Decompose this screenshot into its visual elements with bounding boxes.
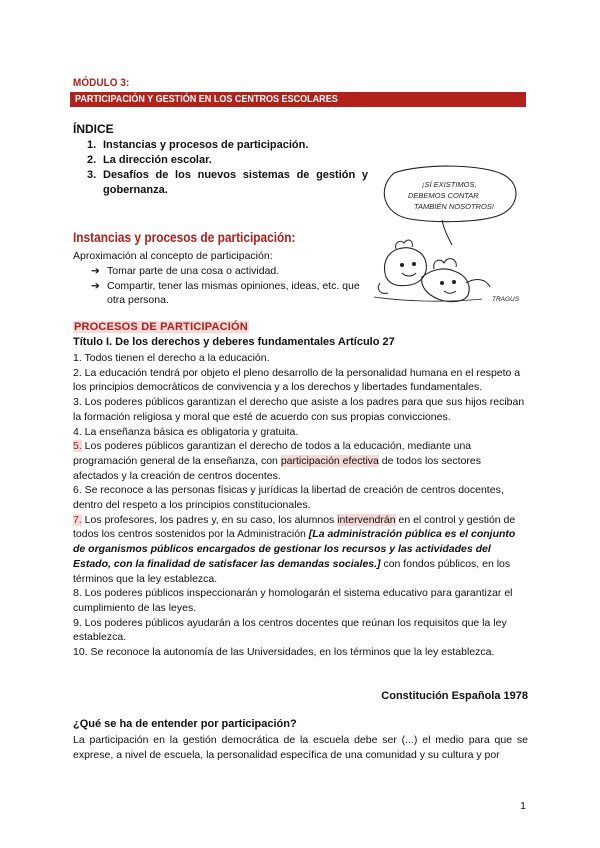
article-paragraph: 6. Se reconoce a las personas físicas y jurídicas la libertad de creación de centros docentes, dentro del respeto a los principios constitucionales. (73, 484, 504, 512)
module-title: PARTICIPACIÓN Y GESTIÓN EN LOS CENTROS ESCOLARES (75, 93, 338, 105)
article-text: en el control y gestión de todos los centros sostenidos por la Administración (73, 513, 516, 541)
procesos-heading: PROCESOS DE PARTICIPACIÓN (74, 321, 248, 333)
index-item-number: 2. (87, 154, 97, 166)
index-item-text: Desafíos de los nuevos sistemas de gestión y gobernanza. (103, 169, 368, 196)
article-text: Los poderes públicos garantizan el derecho de todos a la educación, mediante una programación general de la enseñanza, con (73, 440, 472, 467)
cartoon-signature: TRAGUS (492, 296, 520, 303)
article-paragraph: 1. Todos tienen el derecho a la educación. (73, 352, 270, 364)
article-27-text (73, 351, 528, 660)
cartoon-illustration (372, 165, 527, 305)
article-title: Título I. De los derechos y deberes fundamentales Artículo 27 (73, 336, 395, 348)
highlighted-number: 7. (73, 513, 82, 526)
arrow-icon: ➔ (91, 265, 100, 277)
arrow-icon: ➔ (91, 279, 100, 292)
index-item (73, 168, 368, 198)
highlighted-number: 5. (73, 440, 82, 453)
cartoon-speech-line: DEBEMOS CONTAR (408, 191, 479, 200)
article-paragraph (73, 439, 528, 483)
index-list (73, 138, 368, 198)
article-paragraph: 2. La educación tendrá por objeto el pleno desarrollo de la personalidad humana en el respeto a los principios democráticos de convivencia y a los derechos y libertades fundamentales. (73, 366, 521, 394)
definition-text: Tomar parte de una cosa o actividad. (107, 265, 280, 277)
page-number: 1 (520, 800, 526, 812)
article-paragraph: 10. Se reconoce la autonomía de las Universidades, en los términos que la ley establezca. (73, 646, 495, 659)
index-item-text: Instancias y procesos de participación. (103, 139, 309, 151)
index-title: ÍNDICE (73, 122, 114, 136)
article-paragraph: 9. Los poderes públicos ayudarán a los centros docentes que reúnan los requisitos que la ley establezca. (73, 616, 507, 644)
definition-list (73, 264, 373, 308)
definition-text: Compartir, tener las mismas opiniones, ideas, etc. que otra persona. (107, 279, 360, 306)
module-title-bar (70, 92, 526, 107)
participation-paragraph: La participación en la gestión democrática de la escuela debe ser (...) el medio para que se exprese, a nivel de escuela, la personalidad específica de una comunidad y su cultura y por (73, 734, 528, 761)
highlighted-phrase: participación efectiva (280, 454, 379, 467)
question-heading: ¿Qué se ha de entender por participación? (73, 718, 297, 730)
cartoon-speech-line: ¡SÍ EXISTIMOS, (422, 180, 477, 189)
article-paragraph: 4. La enseñanza básica es obligatoria y gratuita. (73, 425, 299, 438)
source-citation: Constitución Española 1978 (381, 690, 528, 702)
definition-item (73, 264, 373, 279)
inline-note: [La administración pública es el conjunto de organismos públicos encargados de gestionar los recursos y las actividades del Estado, con la finalidad de satisfacer las demandas sociales.] (73, 528, 516, 570)
cartoon-speech-line: TAMBIÉN NOSOTROS! (414, 202, 494, 211)
article-paragraph: 3. Los poderes públicos garantizan el derecho que asiste a los padres para que sus hijos reciban la formación religiosa y moral que esté de acuerdo con sus propias convicciones. (73, 396, 525, 423)
module-label: MÓDULO 3: (73, 77, 130, 89)
article-text: de todos los sectores afectados y la creación de centros docentes. (73, 454, 482, 482)
index-item (73, 138, 368, 153)
article-paragraph (73, 513, 528, 587)
article-text: con fondos públicos, en los términos que la ley establezca. (73, 557, 511, 585)
section-intro: Aproximación al concepto de participación: (73, 250, 273, 262)
article-paragraph: 8. Los poderes públicos inspeccionarán y homologarán el sistema educativo para garantizar el cumplimiento de las leyes. (73, 587, 513, 614)
index-item-number: 3. (87, 169, 97, 181)
definition-item (73, 279, 373, 308)
index-item-text: La dirección escolar. (103, 154, 212, 166)
section-heading: Instancias y procesos de participación: (73, 230, 296, 245)
index-item-number: 1. (87, 139, 97, 151)
highlighted-phrase: intervendrán (337, 513, 396, 526)
index-item (73, 153, 368, 168)
article-text: Los profesores, los padres y, en su caso, los alumnos (81, 513, 338, 526)
